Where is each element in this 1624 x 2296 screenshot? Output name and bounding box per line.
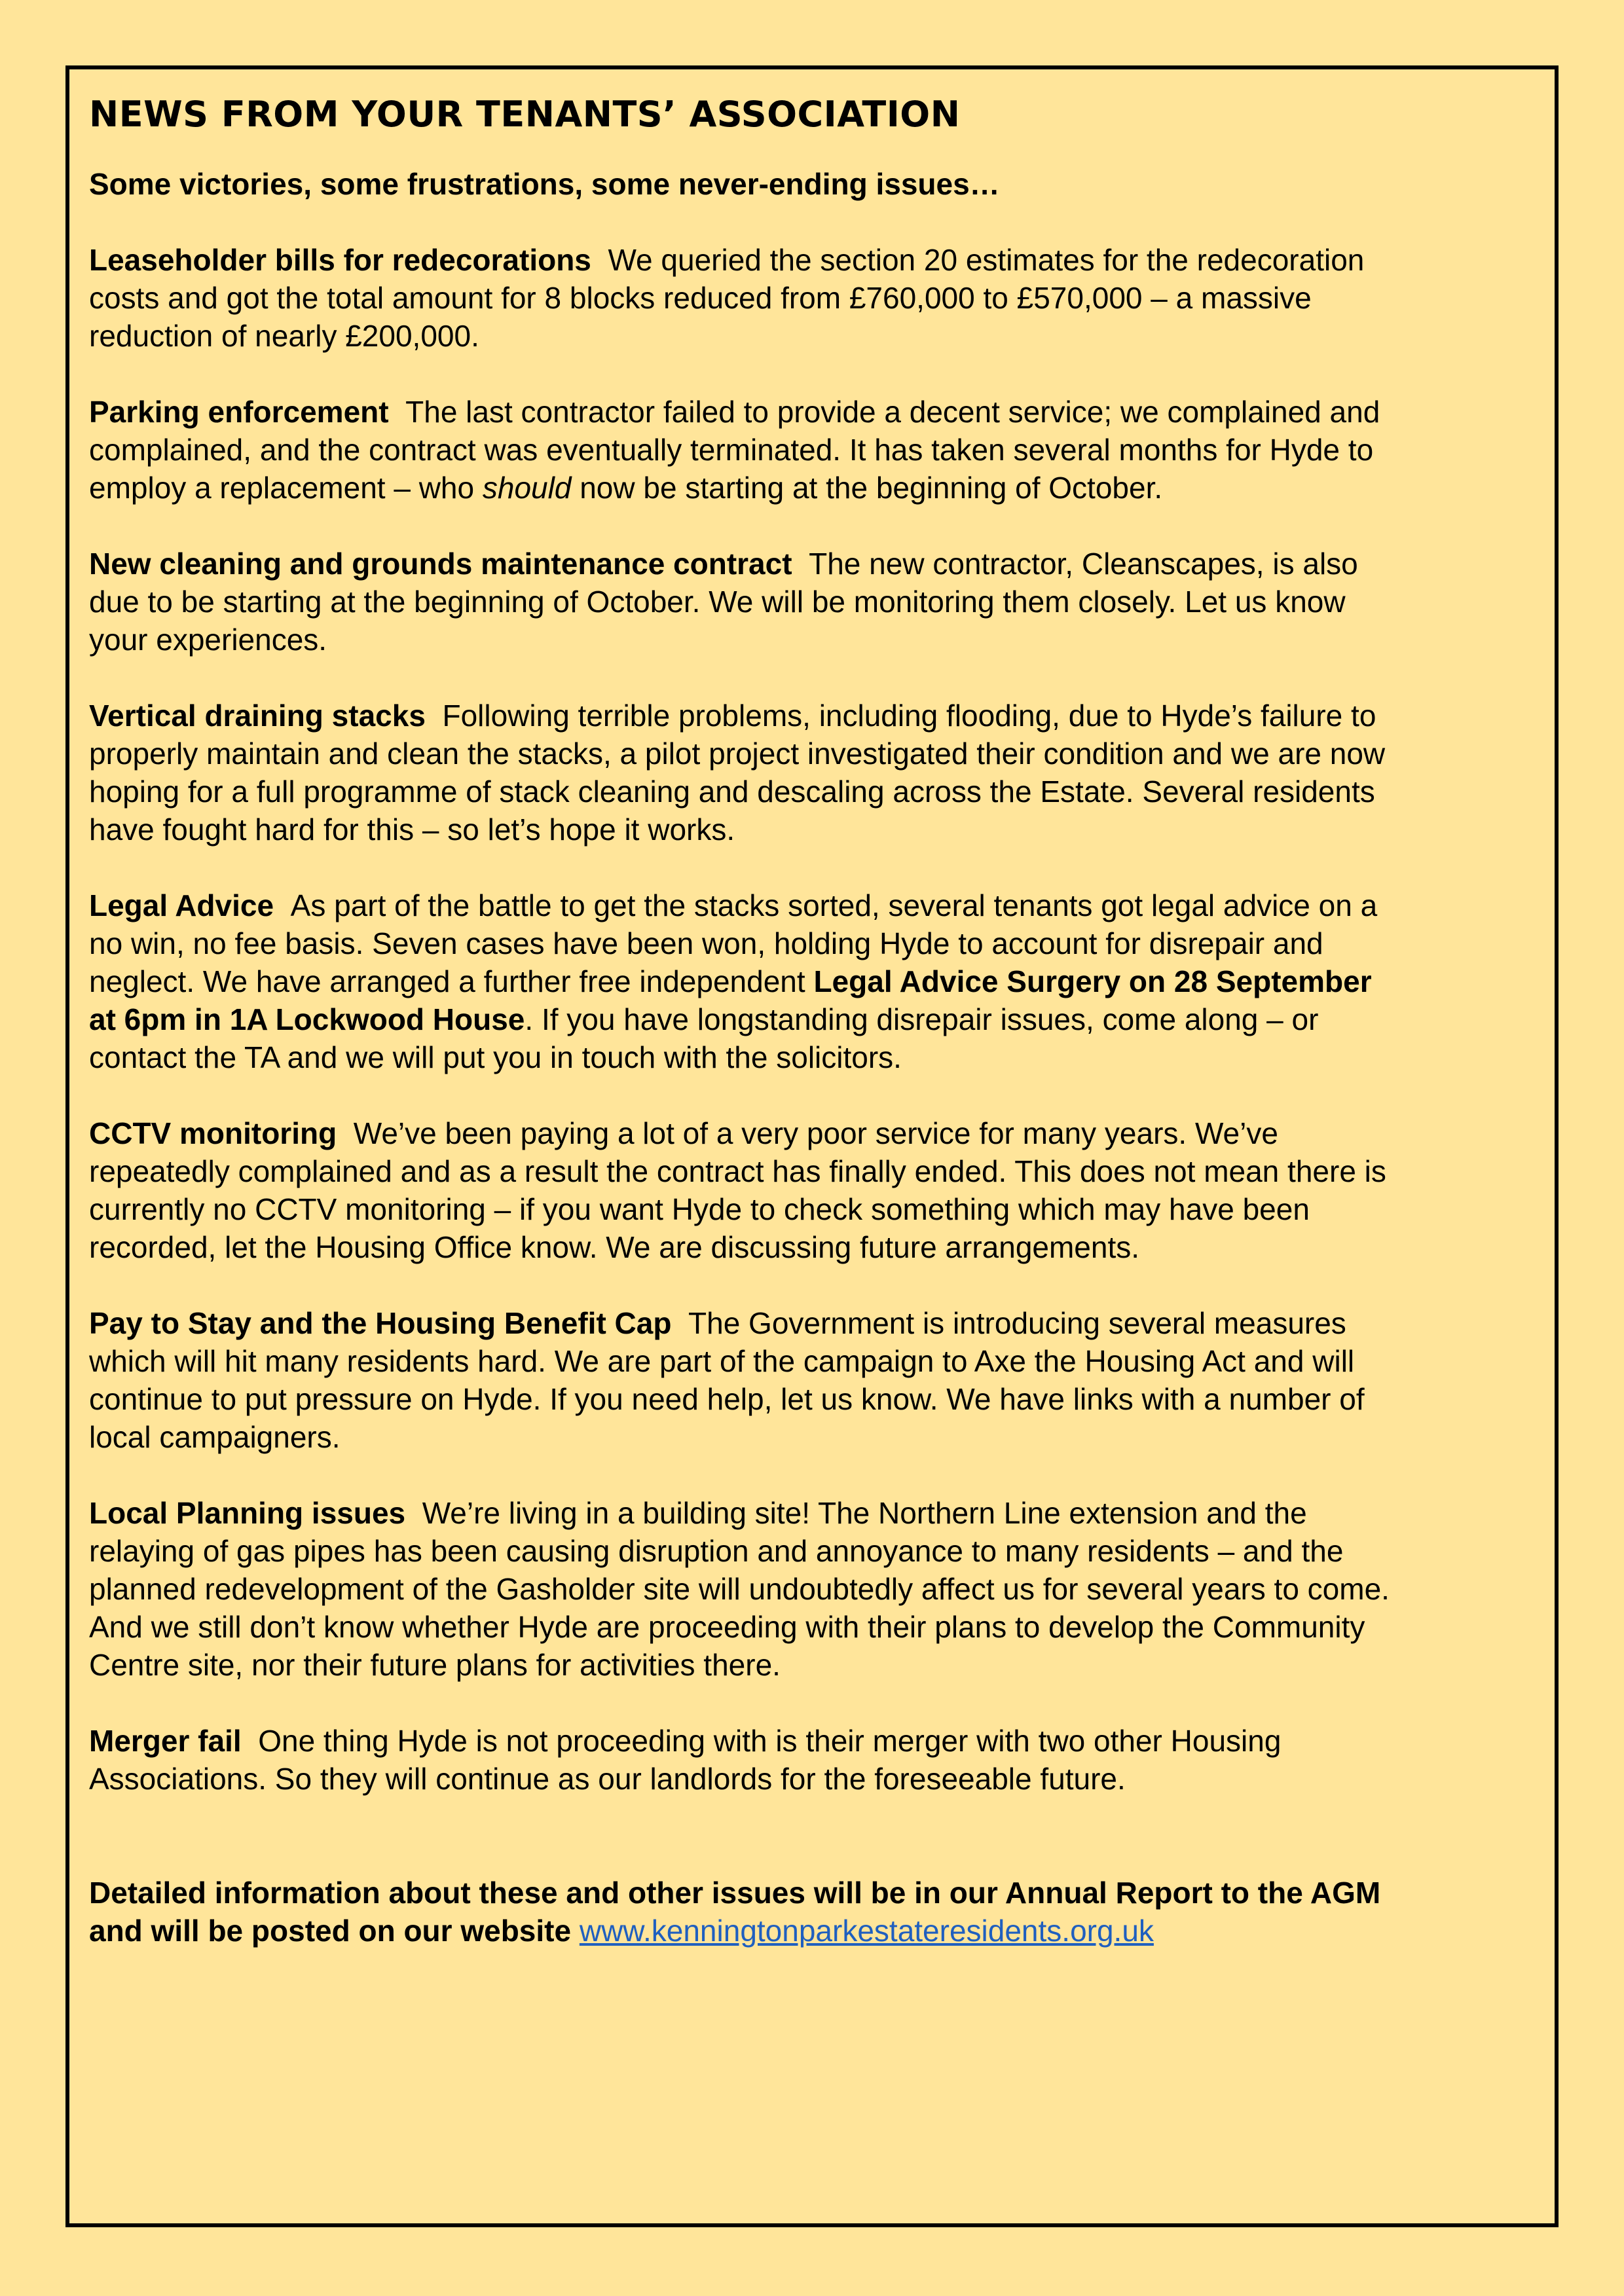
section-stacks	[89, 697, 1405, 848]
section-heading: Vertical draining stacks	[89, 699, 426, 733]
page-title: NEWS FROM YOUR TENANTS’ ASSOCIATION	[89, 94, 961, 135]
section-text: The last contractor failed to provide a decent service; we complained and complained, and the contract was eventually terminated. It has taken several months for Hyde to employ a replacement – who	[89, 395, 1380, 505]
subtitle: Some victories, some frustrations, some never-ending issues…	[89, 167, 1000, 201]
section-text: Following terrible problems, including flooding, due to Hyde’s failure to properly maintain and clean the stacks, a pilot project investigated their condition and we are now hoping for a full programme of stack cleaning and descaling across the Estate. Several residents have fought hard for this – so let’s hope it works.	[89, 699, 1386, 847]
section-text: now be starting at the beginning of October.	[571, 471, 1163, 505]
section-legal	[89, 886, 1405, 1076]
section-parking	[89, 393, 1405, 507]
section-planning	[89, 1494, 1405, 1684]
website-link[interactable]: www.kenningtonparkestateresidents.org.uk	[579, 1914, 1154, 1948]
section-heading: Leaseholder bills for redecorations	[89, 243, 591, 277]
section-text: We queried the section 20 estimates for the redecoration costs and got the total amount for 8 blocks reduced from £760,000 to £570,000 – a massive reduction of nearly £200,000.	[89, 243, 1365, 353]
section-heading: CCTV monitoring	[89, 1116, 337, 1150]
section-heading: New cleaning and grounds maintenance contract	[89, 547, 792, 581]
newsletter-content	[89, 92, 1405, 1950]
section-text: We’ve been paying a lot of a very poor service for many years. We’ve repeatedly complained and as a result the contract has finally ended. This does not mean there is currently no CCTV monitoring – if you want Hyde to check something which may have been recorded, let the Housing Office know. We are discussing future arrangements.	[89, 1116, 1386, 1264]
section-heading: Legal Advice	[89, 888, 274, 922]
section-heading: Merger fail	[89, 1724, 242, 1758]
section-text: As part of the battle to get the stacks sorted, several tenants got legal advice on a no win, no fee basis. Seven cases have been won, holding Hyde to account for disrepair and neglect. We have arranged a further free independent	[89, 888, 1378, 998]
section-heading: Local Planning issues	[89, 1496, 406, 1530]
section-cleaning	[89, 545, 1405, 659]
section-heading: Pay to Stay and the Housing Benefit Cap	[89, 1306, 672, 1340]
section-merger	[89, 1722, 1405, 1798]
section-text: The new contractor, Cleanscapes, is also due to be starting at the beginning of October. We will be monitoring them closely. Let us know your experiences.	[89, 547, 1358, 657]
section-pay-to-stay	[89, 1304, 1405, 1456]
section-cctv	[89, 1114, 1405, 1266]
section-leaseholder	[89, 241, 1405, 355]
legal-surgery-details: Legal Advice Surgery on 28 September at 6pm in 1A Lockwood House	[89, 964, 1372, 1036]
section-text-emphasis: should	[482, 471, 572, 505]
section-text: The Government is introducing several measures which will hit many residents hard. We are part of the campaign to Axe the Housing Act and will continue to put pressure on Hyde. If you need help, let us know. We have links with a number of local campaigners.	[89, 1306, 1365, 1454]
footer-text: Detailed information about these and other issues will be in our Annual Report to the AGM and will be posted on our website	[89, 1876, 1381, 1948]
section-text: . If you have longstanding disrepair issues, come along – or contact the TA and we will put you in touch with the solicitors.	[89, 1002, 1319, 1074]
section-text: One thing Hyde is not proceeding with is their merger with two other Housing Associations. So they will continue as our landlords for the foreseeable future.	[89, 1724, 1282, 1796]
footer-note	[89, 1874, 1405, 1950]
section-text: We’re living in a building site! The Northern Line extension and the relaying of gas pipes has been causing disruption and annoyance to many residents – and the planned redevelopment of the Gasholder site will undoubtedly affect us for several years to come. And we still don’t know whether Hyde are proceeding with their plans to develop the Community Centre site, nor their future plans for activities there.	[89, 1496, 1390, 1682]
section-heading: Parking enforcement	[89, 395, 389, 429]
